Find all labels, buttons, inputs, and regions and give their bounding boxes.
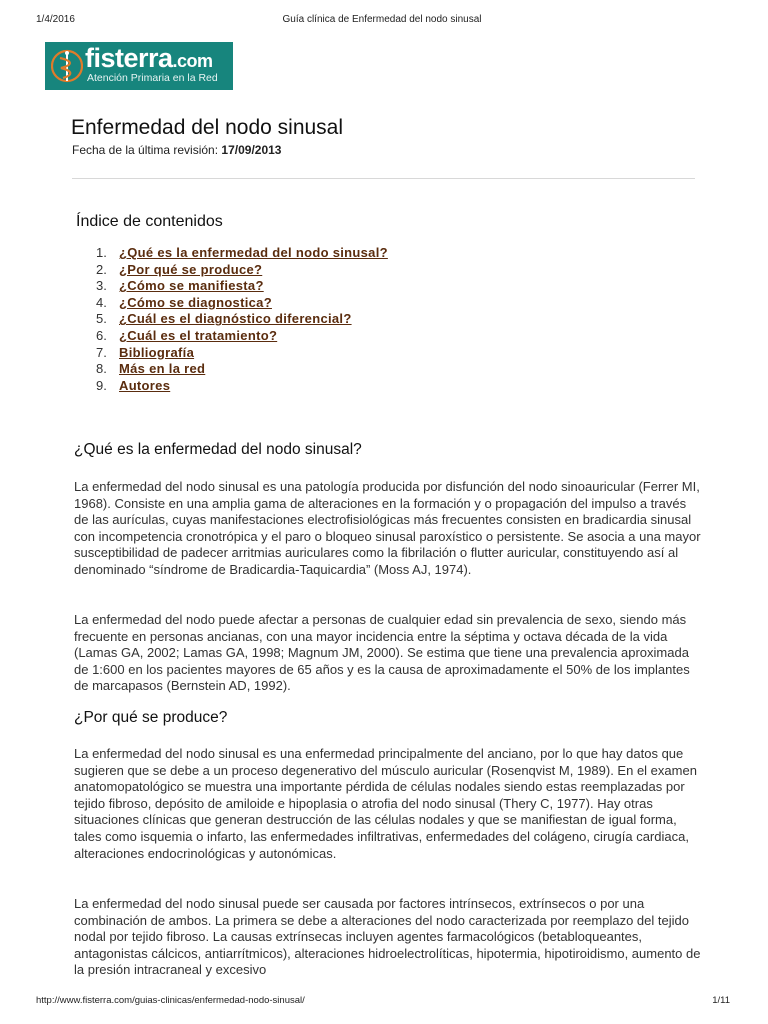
toc-link-como-se-manifiesta[interactable]: ¿Cómo se manifiesta? [119, 278, 264, 294]
print-title: Guía clínica de Enfermedad del nodo sinusal [282, 14, 482, 25]
toc-item: 2. ¿Por qué se produce? [96, 261, 263, 277]
toc-link-tratamiento[interactable]: ¿Cuál es el tratamiento? [119, 327, 278, 343]
table-of-contents [96, 245, 396, 394]
caduceus-icon [51, 48, 83, 84]
toc-item: 8. Más en la red [96, 361, 206, 377]
toc-link-como-se-diagnostica[interactable]: ¿Cómo se diagnostica? [119, 294, 272, 310]
toc-item: 7. Bibliografía [96, 344, 195, 360]
print-footer [36, 995, 730, 1009]
section-heading-que-es: ¿Qué es la enfermedad del nodo sinusal? [74, 441, 362, 458]
toc-heading: Índice de contenidos [76, 213, 223, 230]
page-number: 1/11 [712, 995, 730, 1006]
toc-item: 1. ¿Qué es la enfermedad del nodo sinusal? [96, 245, 388, 260]
print-date: 1/4/2016 [36, 14, 75, 25]
page-title: Enfermedad del nodo sinusal [71, 116, 344, 139]
fisterra-logo[interactable] [45, 42, 233, 90]
revision-date: 17/09/2013 [221, 143, 282, 157]
logo-brand: fisterra.com [85, 43, 213, 73]
revision-date-line [72, 143, 281, 157]
revision-label: Fecha de la última revisión: [72, 143, 219, 157]
toc-item: 4. ¿Cómo se diagnostica? [96, 294, 272, 310]
section-heading-por-que: ¿Por qué se produce? [74, 709, 228, 726]
toc-link-autores[interactable]: Autores [119, 377, 171, 393]
logo-domain-suffix: .com [172, 51, 213, 71]
divider [72, 178, 695, 179]
logo-tagline: Atención Primaria en la Red [87, 72, 218, 84]
toc-link-diagnostico-diferencial[interactable]: ¿Cuál es el diagnóstico diferencial? [119, 311, 352, 327]
toc-item: 5. ¿Cuál es el diagnóstico diferencial? [96, 311, 352, 327]
toc-link-por-que[interactable]: ¿Por qué se produce? [119, 261, 263, 277]
page-url: http://www.fisterra.com/guias-clinicas/enfermedad-nodo-sinusal/ [36, 995, 305, 1006]
toc-item: 3. ¿Cómo se manifiesta? [96, 278, 264, 294]
toc-link-mas-en-la-red[interactable]: Más en la red [119, 361, 206, 377]
print-header [36, 14, 728, 28]
toc-item: 6. ¿Cuál es el tratamiento? [96, 327, 278, 343]
paragraph: La enfermedad del nodo sinusal es una patología producida por disfunción del nodo sinoauricular (Ferrer MI, 1968). Consiste en una amplia gama de alteraciones en la formación y o propagación del impulso a través de las aurículas, cuyas manifestaciones electrofisiológicas más frecuentes consisten en bradicardia sinusal con incompetencia cronotrópica y el paro o bloqueo sinusal paroxístico o persistente. Se asocia a una mayor susceptibilidad de padecer arritmias auriculares como la fibrilación o flutter auricular, constituyendo así al denominado “síndrome de Bradicardia-Taquicardia” (Moss AJ, 1974). [74, 479, 701, 577]
paragraph: La enfermedad del nodo puede afectar a personas de cualquier edad sin prevalencia de sexo, siendo más frecuente en personas ancianas, con una mayor incidencia entre la séptima y octava década de la vida (Lamas GA, 2002; Lamas GA, 1998; Magnum JM, 2000). Se estima que tiene una prevalencia aproximada de 1:600 en los pacientes mayores de 65 años y es la causa de aproximadamente el 50% de los implantes de marcapasos (Bernstein AD, 1992). [74, 612, 690, 694]
toc-link-bibliografia[interactable]: Bibliografía [119, 344, 195, 360]
toc-item: 9. Autores [96, 377, 171, 393]
paragraph: La enfermedad del nodo sinusal puede ser causada por factores intrínsecos, extrínsecos o por una combinación de ambos. La primera se debe a alteraciones del nodo caracterizada por reemplazo del tejido nodal por tejido fibroso. La causas extrínsecas incluyen agentes farmacológicos (betabloqueantes, antagonistas cálcicos, antiarrítmicos), alteraciones hidroelectrolíticas, hipotermia, hipotiroidismo, aumento de la presión intracraneal y excesivo [74, 896, 701, 978]
paragraph: La enfermedad del nodo sinusal es una enfermedad principalmente del anciano, por lo que hay datos que sugieren que se debe a un proceso degenerativo del músculo auricular (Rosenqvist M, 1989). En el examen anatomopatológico se muestra una importante pérdida de células nodales siendo estas reemplazadas por tejido fibroso, depósito de amiloide e hipoplasia o atrofia del nodo sinusal (Thery C, 1977). Hay otras situaciones clínicas que generan destrucción de las células nodales y que se manifiestan de igual forma, tales como isquemia o infarto, las enfermedades infiltrativas, enfermedades del colágeno, cirugía cardiaca, alteraciones endocrinológicas y autonómicas. [74, 746, 697, 861]
toc-link-que-es[interactable]: ¿Qué es la enfermedad del nodo sinusal? [119, 245, 388, 260]
